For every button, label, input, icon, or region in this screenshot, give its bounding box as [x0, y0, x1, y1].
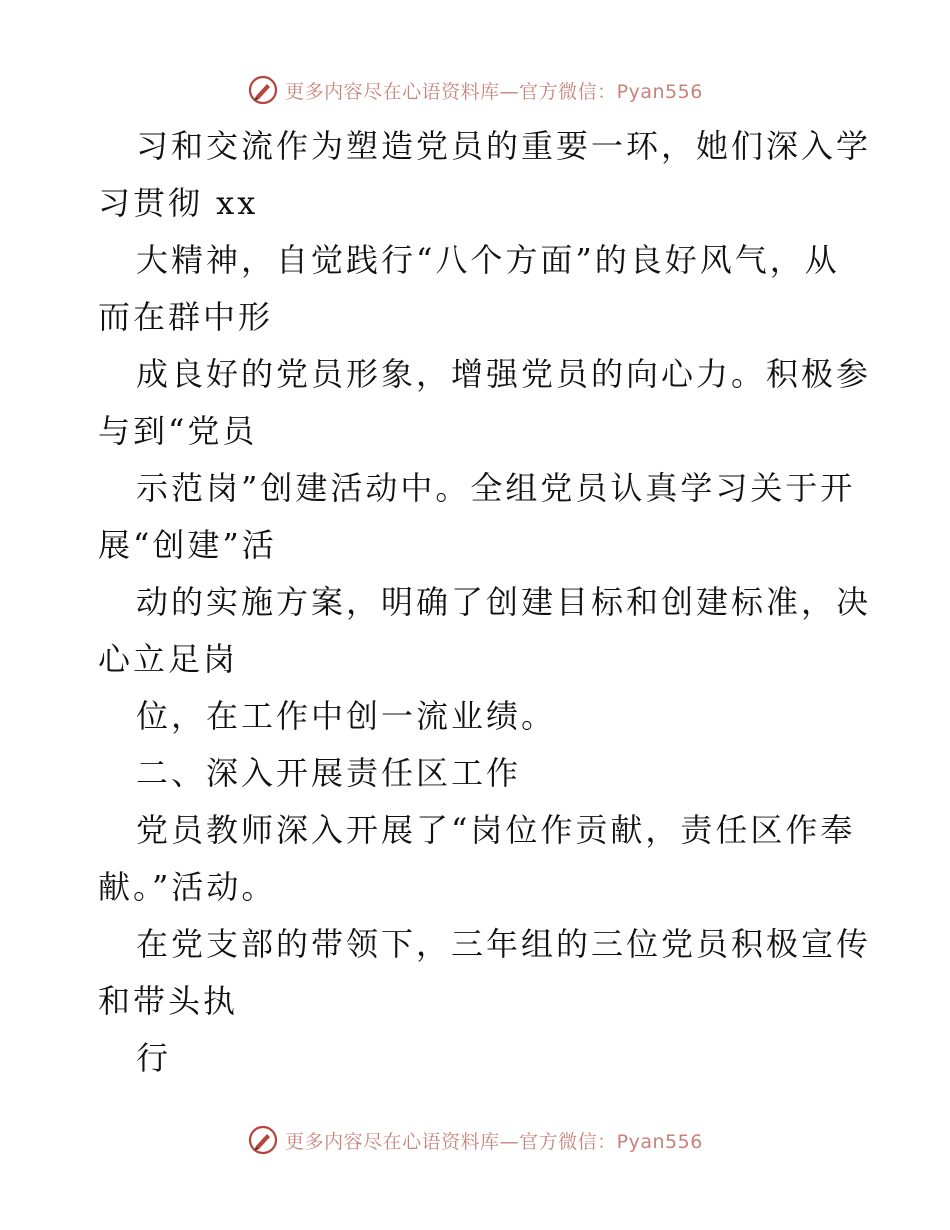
document-body [98, 118, 872, 1087]
text-line: 展“创建”活 [98, 526, 277, 564]
text-line: 在党支部的带领下，三年组的三位党员积极宣传 [136, 925, 872, 963]
text-line: 献。”活动。 [98, 868, 277, 906]
text-line: 与到“党员 [98, 412, 258, 450]
text-line: 党员教师深入开展了“岗位作贡献，责任区作奉 [136, 811, 856, 849]
text-line: 成良好的党员形象，增强党员的向心力。积极参 [136, 355, 872, 393]
section-heading: 二、深入开展责任区工作 [136, 754, 522, 792]
text-line: 示范岗”创建活动中。全组党员认真学习关于开 [136, 469, 856, 507]
text-line: 大精神，自觉践行“八个方面”的良好风气，从 [136, 241, 840, 279]
footer-banner-text: 更多内容尽在心语资料库—官方微信：Pyan556 [285, 1130, 703, 1153]
text-line: 心立足岗 [98, 640, 239, 678]
header-banner [0, 70, 950, 110]
pen-logo-icon [247, 1124, 279, 1156]
text-line: 习和交流作为塑造党员的重要一环，她们深入学 [136, 127, 872, 165]
header-banner-text: 更多内容尽在心语资料库—官方微信：Pyan556 [285, 80, 703, 103]
text-line: 动的实施方案，明确了创建目标和创建标准，决 [136, 583, 872, 621]
text-line: 行 [136, 1039, 172, 1077]
text-line: 和带头执 [98, 982, 239, 1020]
text-line: 习贯彻 xx [98, 184, 259, 222]
text-line: 而在群中形 [98, 298, 274, 336]
text-line: 位，在工作中创一流业绩。 [136, 697, 557, 735]
pen-logo-icon [247, 74, 279, 106]
footer-banner [0, 1120, 950, 1160]
